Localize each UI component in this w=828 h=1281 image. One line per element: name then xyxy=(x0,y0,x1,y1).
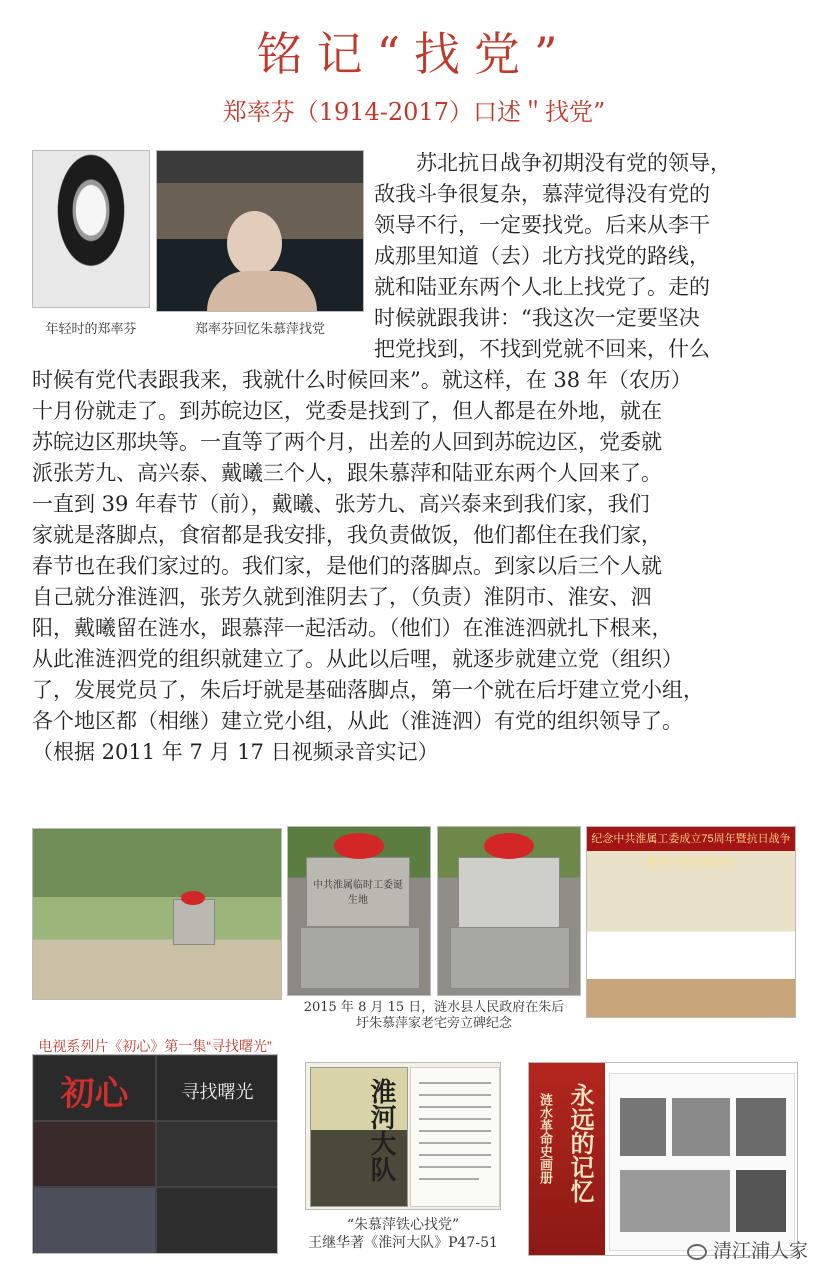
group-at-monument-photo xyxy=(32,828,282,1000)
book-cover xyxy=(310,1067,408,1207)
series-still-2 xyxy=(156,1121,278,1187)
text-line: 阳，戴曦留在涟水，跟慕萍一起活动。（他们）在淮涟泗就扎下根来， xyxy=(32,616,673,640)
monument-closeup-photo-1 xyxy=(287,826,431,996)
series-episode-title: 寻找曙光 xyxy=(181,1082,254,1103)
monument-back-face xyxy=(458,857,560,929)
book-page xyxy=(410,1067,500,1207)
monument-caption xyxy=(287,1000,581,1032)
watermark-text: 清江浦人家 xyxy=(712,1241,808,1262)
text-line: 把党找到，不找到党就不回来，什么 xyxy=(374,337,710,361)
red-ribbon xyxy=(334,833,384,859)
red-ribbon xyxy=(484,833,534,859)
book-caption xyxy=(292,1216,514,1252)
text-line: 就和陆亚东两个人北上找党了。走的 xyxy=(374,275,710,299)
text-line-mark xyxy=(419,1118,491,1120)
text-line: 派张芳九、高兴泰、戴曦三个人，跟朱慕萍和陆亚东两个人回来了。 xyxy=(32,461,662,485)
text-line: 苏北抗日战争初期没有党的领导， xyxy=(416,151,731,175)
face-shape xyxy=(227,211,282,276)
series-title-cell xyxy=(33,1055,156,1121)
text-line: 家就是落脚点，食宿都是我安排，我负责做饭，他们都住在我们家， xyxy=(32,523,662,547)
page-title: 铭记“找党” xyxy=(256,27,572,81)
text-line: 从此淮涟泗党的组织就建立了。从此以后哩，就逐步就建立党（组织） xyxy=(32,647,683,671)
text-line: 敌我斗争很复杂，慕萍觉得没有党的 xyxy=(374,182,710,206)
text-line-mark xyxy=(419,1166,491,1168)
text-line-mark xyxy=(419,1094,491,1096)
text-line: 十月份就走了。到苏皖边区，党委是找到了，但人都是在外地，就在 xyxy=(32,399,662,423)
monument-base xyxy=(300,927,420,989)
text-line: 领导不行，一定要找党。后来从李干 xyxy=(374,213,710,237)
wechat-watermark xyxy=(687,1236,808,1263)
book-cover-title: 淮河大队 xyxy=(366,1078,396,1182)
text-line-mark xyxy=(419,1082,491,1084)
series-still-1 xyxy=(33,1121,156,1187)
caption-line: “朱慕萍铁心找党” xyxy=(346,1217,460,1233)
album-building-photo xyxy=(672,1098,730,1156)
history-album-photo xyxy=(528,1062,798,1256)
text-line-mark xyxy=(419,1142,491,1144)
text-line: 春节也在我们家过的。我们家，是他们的落脚点。到家以后三个人就 xyxy=(32,554,662,578)
series-red-title: 初心 xyxy=(60,1074,129,1114)
caption-line: 圩朱慕萍家老宅旁立碑纪念 xyxy=(355,1016,512,1031)
text-line-mark xyxy=(419,1106,491,1108)
wechat-icon xyxy=(687,1244,707,1260)
text-line: 各个地区都（相继）建立党小组，从此（淮涟泗）有党的组织领导了。 xyxy=(32,709,683,733)
text-line: 苏皖边区那块等。一直等了两个月，出差的人回到苏皖边区，党委就 xyxy=(32,430,662,454)
album-portrait xyxy=(620,1098,666,1156)
series-still-4 xyxy=(156,1187,278,1254)
text-line: 了，发展党员了，朱后圩就是基础落脚点，第一个就在后圩建立党小组， xyxy=(32,678,704,702)
commemoration-meeting-photo xyxy=(586,826,796,1018)
body-text-full-width xyxy=(32,365,812,768)
text-line-mark xyxy=(419,1130,491,1132)
body-shape xyxy=(207,271,317,312)
text-line: 成那里知道（去）北方找党的路线， xyxy=(374,244,710,268)
album-cover xyxy=(529,1063,605,1256)
text-line: （根据 2011 年 7 月 17 日视频录音实记） xyxy=(32,740,439,764)
caption-line: 2015 年 8 月 15 日，涟水县人民政府在朱后 xyxy=(303,1000,565,1015)
album-portrait-2 xyxy=(736,1170,786,1232)
text-line-mark xyxy=(419,1178,479,1180)
book-spread-photo xyxy=(305,1062,501,1210)
series-episode-cell xyxy=(156,1055,278,1121)
text-line: 时候就跟我讲：“我这次一定要坚决 xyxy=(374,306,700,330)
album-tree-photo xyxy=(736,1098,786,1156)
album-cover-subtitle: 涟水革命史画册 xyxy=(537,1093,552,1184)
monument-closeup-photo-2 xyxy=(437,826,581,996)
album-cover-title: 永远的记忆 xyxy=(566,1083,595,1203)
text-line: 时候有党代表跟我来，我就什么时候回来”。就这样，在 38 年（农历） xyxy=(32,368,692,392)
elderly-portrait-caption: 郑率芬回忆朱慕萍找党 xyxy=(194,322,325,337)
tv-series-label: 电视系列片《初心》第一集“寻找曙光” xyxy=(38,1038,272,1054)
text-line: 一直到 39 年春节（前），戴曦、张芳九、高兴泰来到我们家，我们 xyxy=(32,492,650,516)
elderly-portrait-photo xyxy=(156,150,364,312)
text-line: 自己就分淮涟泗，张芳久就到淮阴去了，（负责）淮阴市、淮安、泗 xyxy=(32,585,652,609)
album-landscape-photo xyxy=(620,1170,730,1232)
page-subtitle: 郑率芬（1914-2017）口述＂找党” xyxy=(222,98,606,126)
monument-inscription: 中共淮属临时工委诞生地 xyxy=(306,857,410,927)
meeting-banner: 纪念中共淮属工委成立75周年暨抗日战争胜利70周年座谈会 xyxy=(587,827,795,851)
text-line-mark xyxy=(419,1154,491,1156)
young-portrait-photo xyxy=(32,150,150,308)
red-ribbon xyxy=(181,891,205,905)
body-text-right-column xyxy=(374,148,814,365)
monument-stone xyxy=(173,899,215,945)
monument-base xyxy=(450,927,570,989)
young-portrait-caption: 年轻时的郑率芬 xyxy=(45,322,137,337)
series-still-3 xyxy=(33,1187,156,1254)
tv-series-collage xyxy=(32,1054,278,1254)
caption-line: 王继华著《淮河大队》P47-51 xyxy=(308,1235,498,1251)
album-page xyxy=(609,1073,795,1251)
